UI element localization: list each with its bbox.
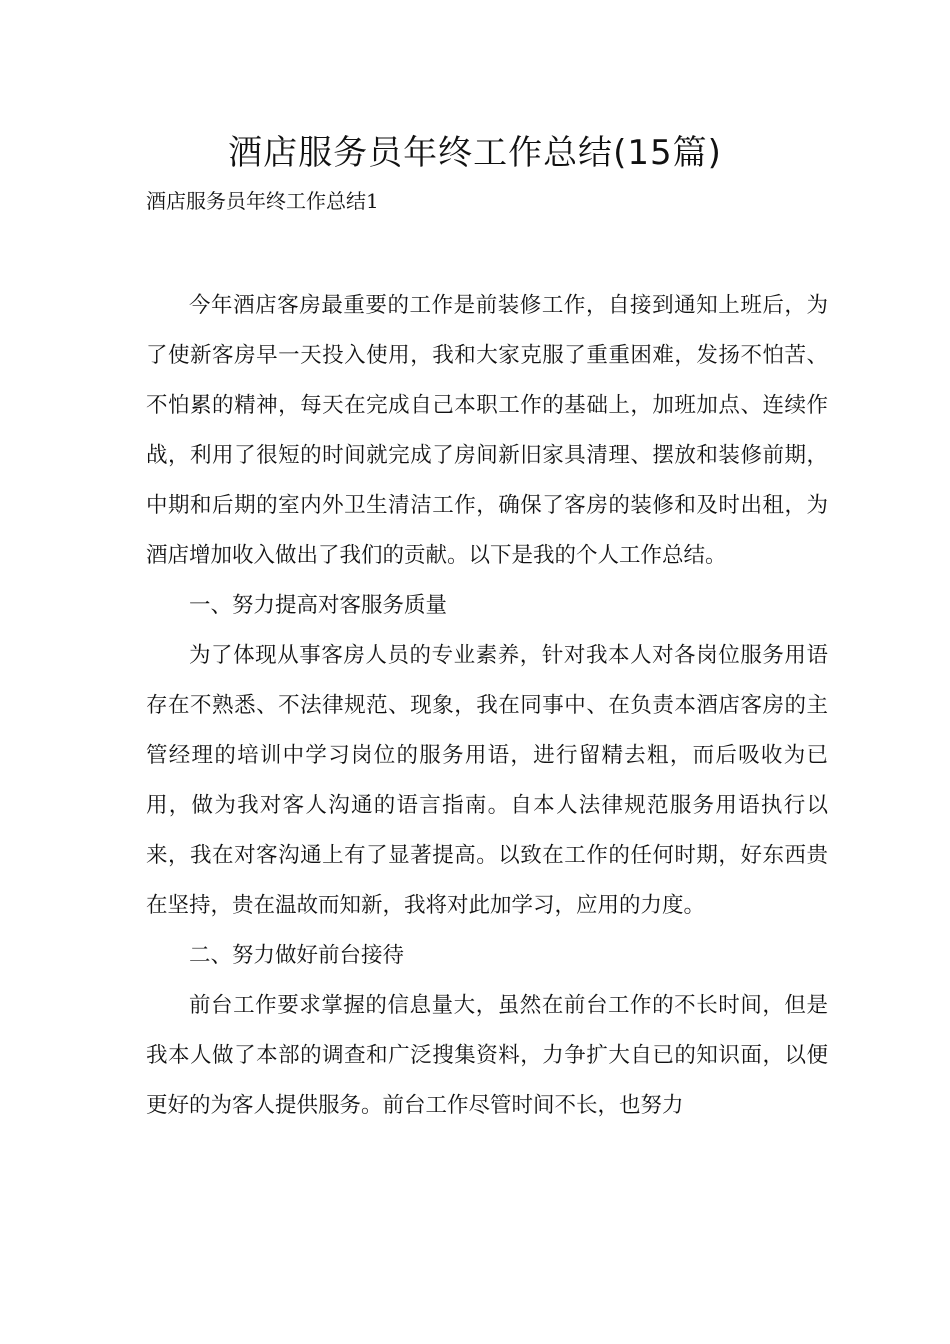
section-heading-1: 一、努力提高对客服务质量 <box>189 593 448 618</box>
section-heading-2: 二、努力做好前台接待 <box>189 943 405 968</box>
document-title: 酒店服务员年终工作总结(15篇) <box>228 133 722 173</box>
paragraph-intro: 今年酒店客房最重要的工作是前装修工作，自接到通知上班后，为了使新客房早一天投入使用，我和大家克服了重重困难，发扬不怕苦、不怕累的精神，每天在完成自己本职工作的基础上，加班加点、连续作战，利用了很短的时间就完成了房间新旧家具清理、摆放和装修前期，中期和后期的室内外卫生清洁工作，确保了客房的装修和及时出租，为酒店增加收入做出了我们的贡献。以下是我的个人工作总结。 <box>146 293 828 568</box>
document-body <box>146 281 828 1131</box>
paragraph-section-1: 为了体现从事客房人员的专业素养，针对我本人对各岗位服务用语存在不熟悉、不法律规范、现象，我在同事中、在负责本酒店客房的主管经理的培训中学习岗位的服务用语，进行留精去粗，而后吸收为已用，做为我对客人沟通的语言指南。自本人法律规范服务用语执行以来，我在对客沟通上有了显著提高。以致在工作的任何时期，好东西贵在坚持，贵在温故而知新，我将对此加学习，应用的力度。 <box>146 643 828 918</box>
paragraph-section-2: 前台工作要求掌握的信息量大，虽然在前台工作的不长时间，但是我本人做了本部的调查和广泛搜集资料，力争扩大自已的知识面，以便更好的为客人提供服务。前台工作尽管时间不长，也努力 <box>146 993 828 1118</box>
section-subtitle: 酒店服务员年终工作总结1 <box>146 189 379 213</box>
